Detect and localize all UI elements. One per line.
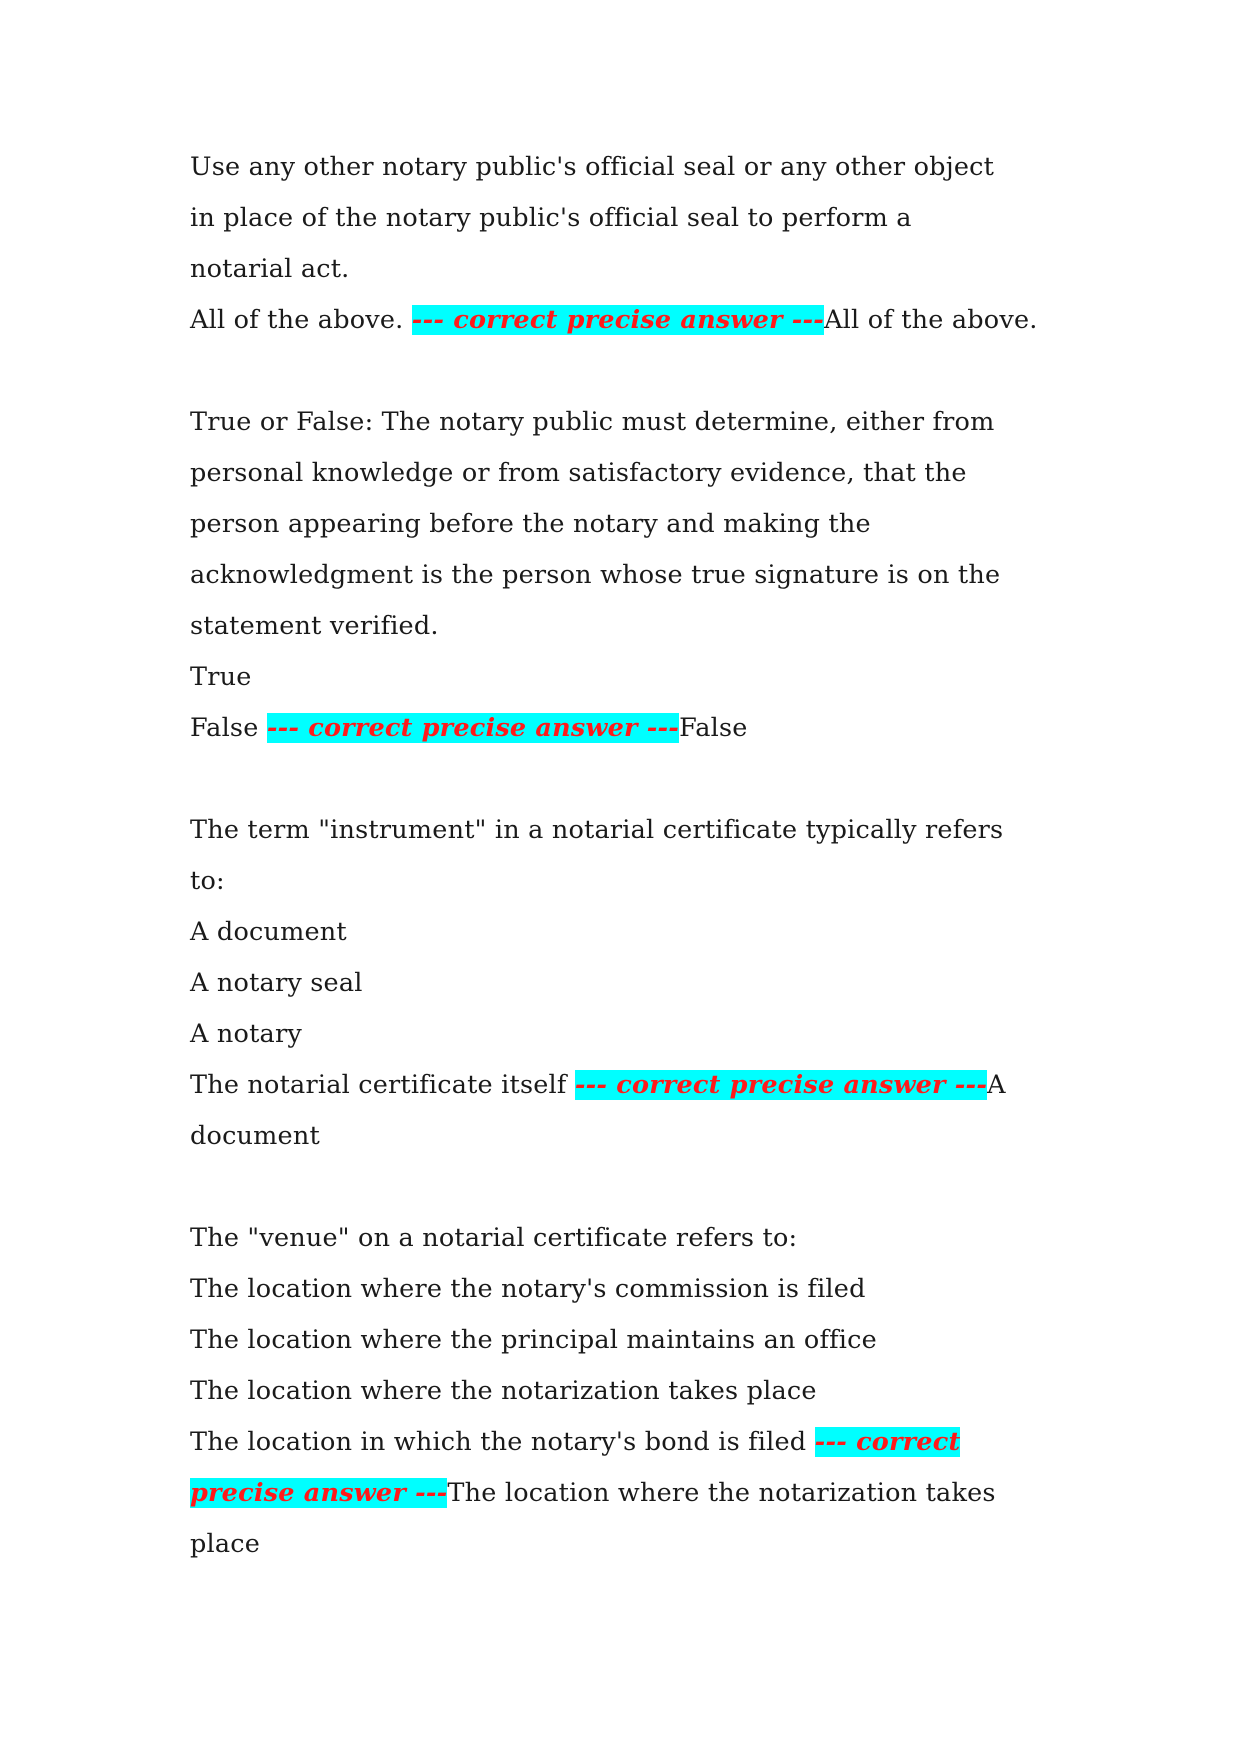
qa-block [190,1213,1070,1570]
qa-block [190,397,1070,754]
option-text: The notarial certificate itself [190,1070,567,1100]
correct-answer-text: False [679,713,748,743]
question-line: to: [190,866,225,896]
answer-line [190,1417,1070,1570]
option-line: The location where the notary's commission is filed [190,1274,866,1304]
option-text: All of the above. [190,305,404,335]
correct-answer-marker: --- correct precise answer --- [411,305,825,335]
option-line: A notary seal [190,968,363,998]
option-line: The location where the notarization takes place [190,1376,817,1406]
correct-answer-marker: --- correct precise answer --- [574,1070,988,1100]
option-text: False [190,713,259,743]
question-line: statement verified. [190,611,439,641]
question-line: personal knowledge or from satisfactory evidence, that the [190,458,967,488]
correct-answer-marker: --- correct precise answer --- [266,713,680,743]
question-line: acknowledgment is the person whose true signature is on the [190,560,1001,590]
answer-line [190,1060,1070,1162]
option-line: A document [190,917,347,947]
answer-line [190,295,1070,346]
question-line: notarial act. [190,254,350,284]
question-line: True or False: The notary public must determine, either from [190,407,995,437]
correct-answer-text: All of the above. [824,305,1038,335]
question-line: The "venue" on a notarial certificate refers to: [190,1223,798,1253]
question-line: Use any other notary public's official seal or any other object [190,152,995,182]
option-line: True [190,662,252,692]
document-content [190,142,1070,1621]
question-line: person appearing before the notary and making the [190,509,871,539]
option-text: The location in which the notary's bond is filed [190,1427,807,1457]
qa-block [190,805,1070,1162]
answer-line [190,703,1070,754]
correct-answer-text: The location where the notarization takes place [190,1478,996,1559]
option-line: The location where the principal maintains an office [190,1325,877,1355]
qa-block [190,142,1070,346]
question-line: in place of the notary public's official seal to perform a [190,203,912,233]
correct-answer-text: A document [190,1070,1006,1151]
question-line: The term "instrument" in a notarial certificate typically refers [190,815,1004,845]
correct-answer-marker: --- correct precise answer --- [190,1427,961,1508]
option-line: A notary [190,1019,302,1049]
